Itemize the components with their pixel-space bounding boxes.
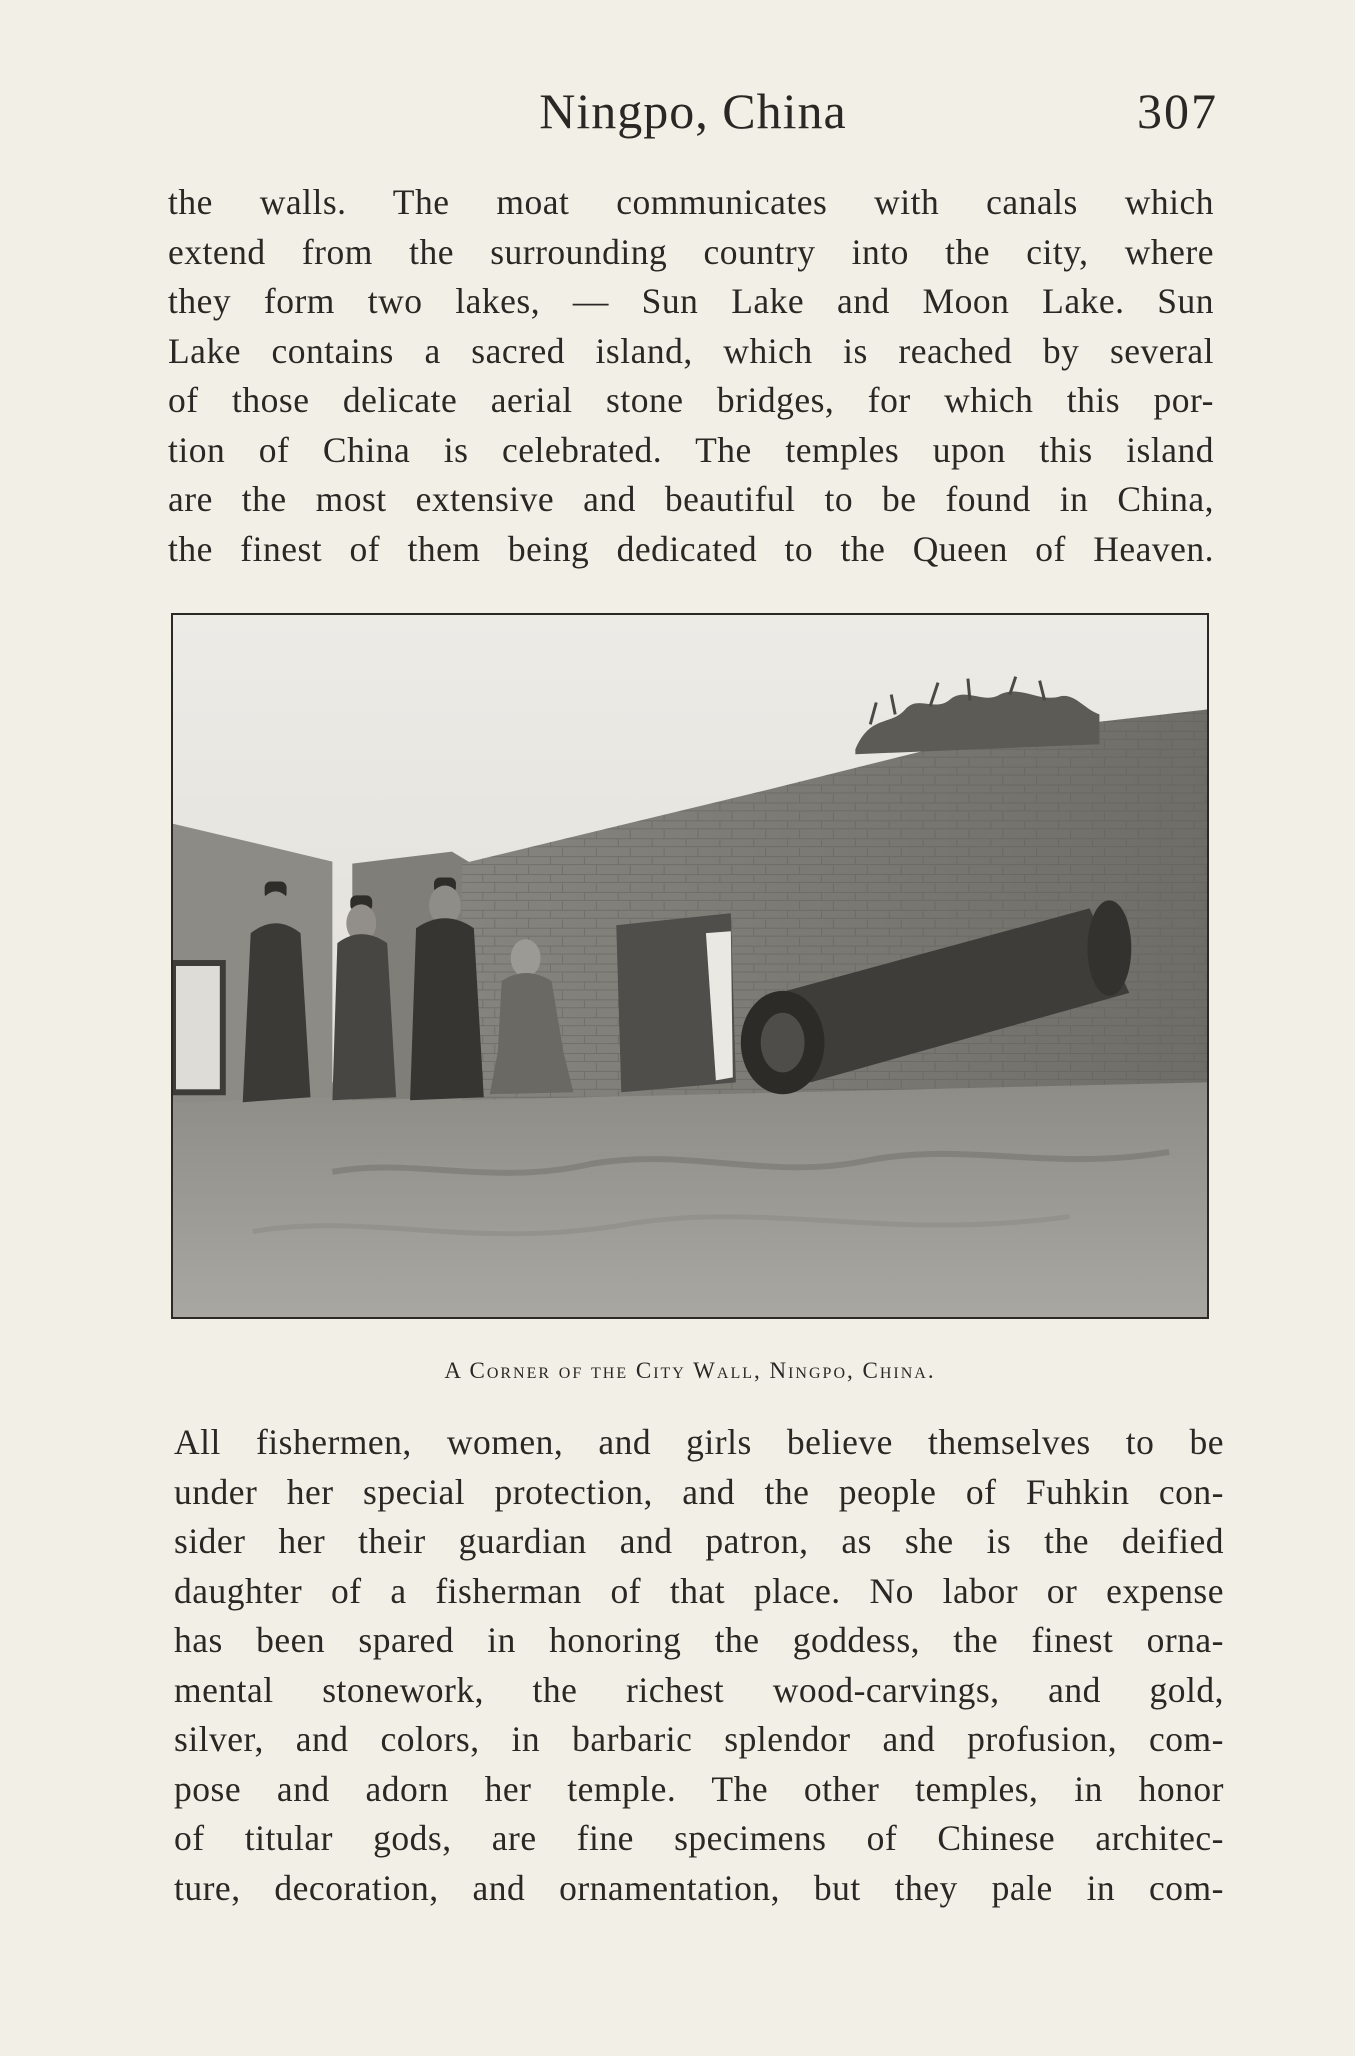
text-line: the finest of them being dedicated to the Queen of Heaven. — [168, 528, 1214, 569]
text-line: has been spared in honoring the goddess, the finest orna- — [174, 1620, 1224, 1660]
text-line: the walls. The moat communicates with canals which — [168, 182, 1214, 222]
text-line: ture, decoration, and ornamentation, but they pale in com- — [174, 1867, 1224, 1908]
photo-plate — [171, 613, 1209, 1319]
text-line: extend from the surrounding country into the city, where — [168, 231, 1214, 272]
text-line: sider her their guardian and patron, as she is the deified — [174, 1521, 1224, 1561]
text-line: Lake contains a sacred island, which is reached by several — [168, 330, 1214, 371]
text-line: they form two lakes, — Sun Lake and Moon Lake. Sun — [168, 281, 1214, 321]
plate-caption: A Corner of the City Wall, Ningpo, China. — [444, 1358, 936, 1383]
text-line: daughter of a fisherman of that place. No labor or expense — [174, 1570, 1224, 1611]
text-line: tion of China is celebrated. The temples upon this island — [168, 429, 1214, 470]
running-title: Ningpo, China — [539, 83, 847, 139]
text-line: of titular gods, are fine specimens of Chinese architec- — [174, 1818, 1224, 1858]
page-number: 307 — [1137, 83, 1218, 139]
paragraph-top — [168, 178, 1214, 574]
running-head — [168, 82, 1218, 152]
text-line: mental stonework, the richest wood-carvings, and gold, — [174, 1669, 1224, 1710]
text-line: under her special protection, and the people of Fuhkin con- — [174, 1471, 1224, 1512]
paragraph-bottom — [174, 1418, 1224, 1913]
text-line: All fishermen, women, and girls believe themselves to be — [174, 1422, 1224, 1462]
city-wall-photo — [173, 615, 1207, 1317]
text-line: pose and adorn her temple. The other temples, in honor — [174, 1768, 1224, 1809]
text-line: silver, and colors, in barbaric splendor and profusion, com- — [174, 1719, 1224, 1759]
text-line: of those delicate aerial stone bridges, for which this por- — [168, 380, 1214, 420]
text-line: are the most extensive and beautiful to be found in China, — [168, 479, 1214, 519]
